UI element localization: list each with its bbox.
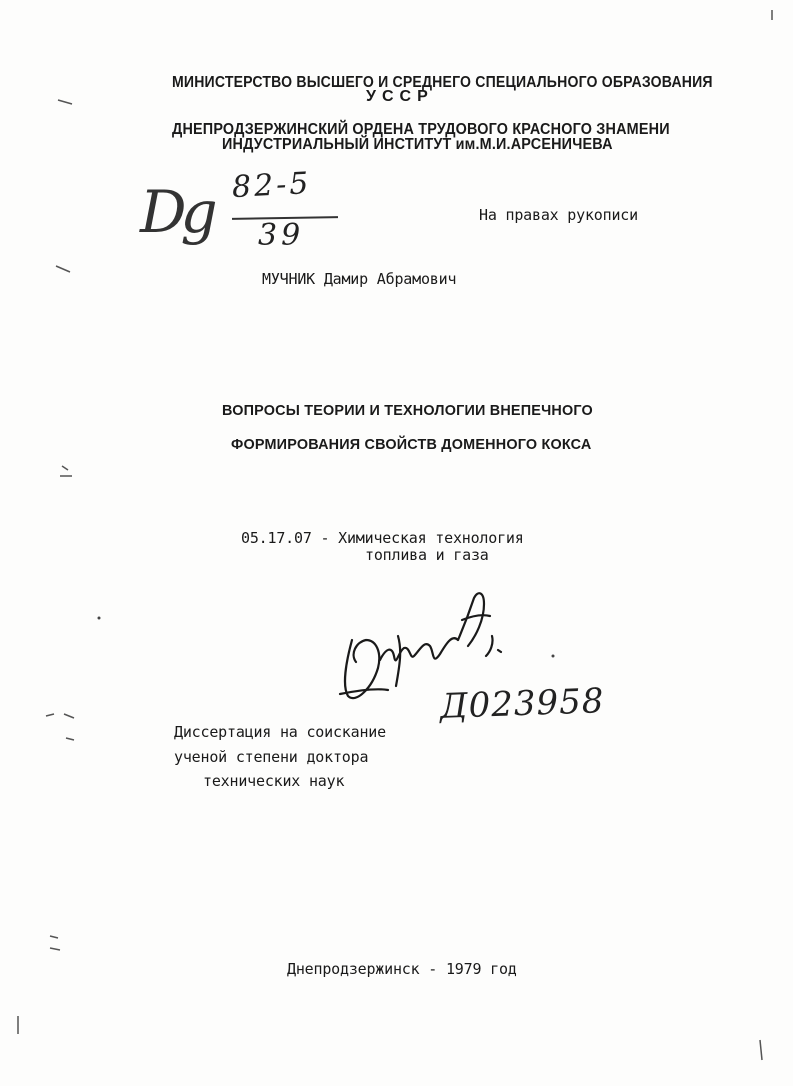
ministry-heading: МИНИСТЕРСТВО ВЫСШЕГО И СРЕДНЕГО СПЕЦИАЛЬНОГО ОБРАЗОВАНИЯ <box>172 74 713 91</box>
dissertation-line3: технических наук <box>203 772 345 790</box>
specialty-line2: топлива и газа <box>365 546 489 564</box>
author-name: МУЧНИК Дамир Абрамович <box>262 270 457 288</box>
title-line1: ВОПРОСЫ ТЕОРИИ И ТЕХНОЛОГИИ ВНЕПЕЧНОГО <box>222 402 593 419</box>
handwritten-inventory-number: Д023958 <box>439 681 606 727</box>
place-and-year: Днепродзержинск - 1979 год <box>287 960 517 978</box>
dissertation-line1: Диссертация на соискание <box>174 723 386 741</box>
title-line2: ФОРМИРОВАНИЯ СВОЙСТВ ДОМЕННОГО КОКСА <box>231 436 592 453</box>
rights-note: На правах рукописи <box>479 206 638 224</box>
dissertation-line2: ученой степени доктора <box>174 748 369 766</box>
institute-heading-line2: ИНДУСТРИАЛЬНЫЙ ИНСТИТУТ им.М.И.АРСЕНИЧЕВА <box>222 136 613 153</box>
institute-heading-line1: ДНЕПРОДЗЕРЖИНСКИЙ ОРДЕНА ТРУДОВОГО КРАСНОГО ЗНАМЕНИ <box>172 121 670 138</box>
country-heading: УССР <box>366 88 434 105</box>
specialty-line1: 05.17.07 - Химическая технология <box>241 529 524 547</box>
handwritten-index-numerator: 82-5 <box>231 165 313 206</box>
handwritten-index-denominator: 39 <box>258 218 305 253</box>
index-prefix-text: Dg <box>140 178 212 246</box>
